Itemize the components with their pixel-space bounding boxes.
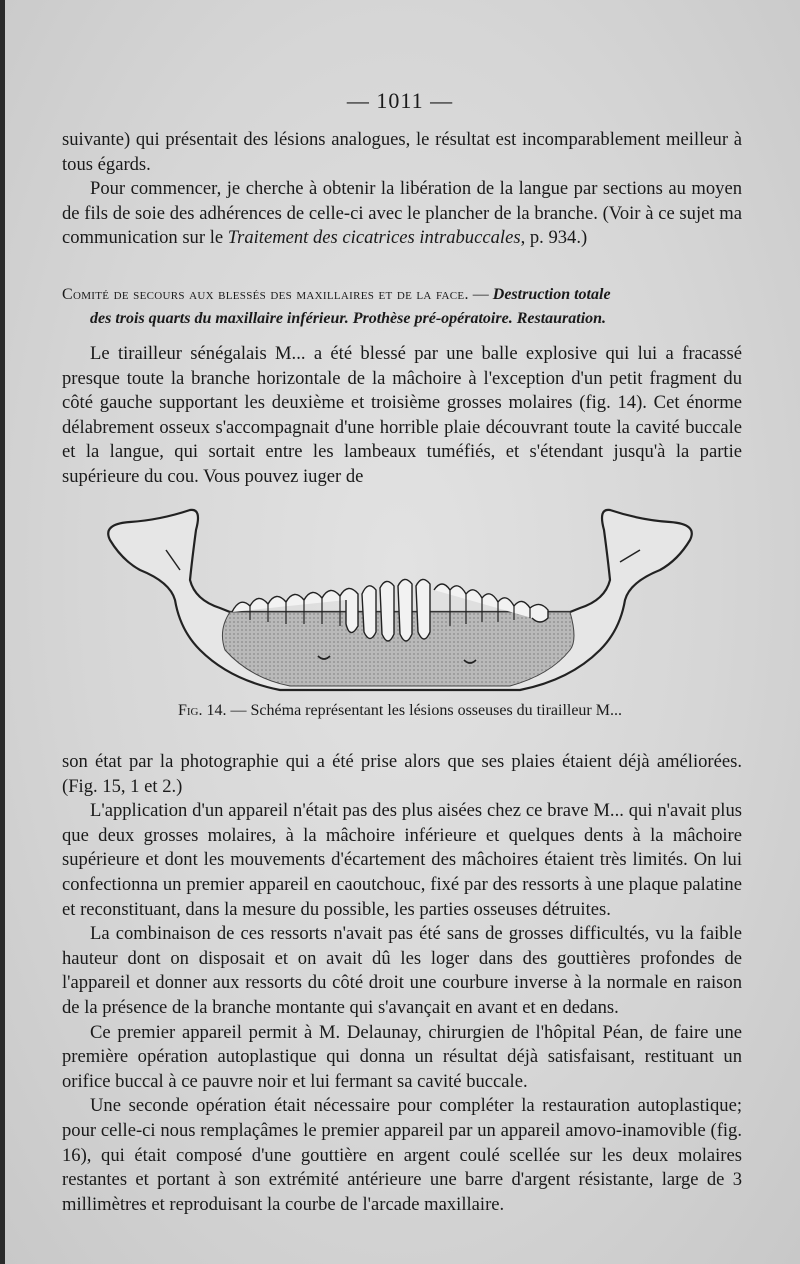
paragraph-case: Le tirailleur sénégalais M... a été blessé par une balle explosive qui lui a fracassé presque toute la branche horizontale de la mâchoire à l'exception d'un petit fragment du côté gauche supportant les deuxième et troisième grosses molaires (fig. 14). Cet énorme délabrement osseux s'accompagnait d'une horrible plaie découvrant toute la cavité buccale et la langue, qui sortait entre les lambeaux tuméfiés, et s'étendant jusqu'à la partie supérieure du cou. Vous pouvez iuger de: [62, 343, 742, 487]
top-text: [62, 128, 742, 251]
paragraph-tongue: [62, 177, 742, 251]
heading-dash: —: [468, 286, 493, 303]
paragraph-continuation: suivante) qui présentait des lésions analogues, le résultat est incomparablement meilleur à tous égards.: [62, 129, 742, 175]
case-title-part2: des trois quarts du maxillaire inférieur. Prothèse pré-opératoire. Restauration.: [90, 310, 607, 327]
paragraph-photo: son état par la photographie qui a été prise alors que ses plaies étaient déjà améliorées. (Fig. 15, 1 et 2.): [62, 751, 742, 797]
cited-title: Traitement des cicatrices intrabuccales: [227, 227, 521, 249]
figure-caption: [0, 702, 800, 720]
jaw-diagram: [100, 500, 700, 700]
paragraph-appliance: L'application d'un appareil n'était pas des plus aisées chez ce brave M... qui n'avait plus que deux grosses molaires, à la mâchoire inférieure et quelques dents à la mâchoire supérieure et dont les mouvements d'écartement des mâchoires étaient très limités. On lui confectionna un premier appareil en caoutchouc, fixé par des ressorts à une plaque palatine et reconstituant, dans la mesure du possible, les parties osseuses détruites.: [62, 800, 742, 920]
binding-edge: [0, 0, 5, 1264]
case-text: [62, 342, 742, 490]
page-number: — 1011 —: [346, 88, 454, 113]
paragraph-tongue-end: , p. 934.): [520, 227, 588, 249]
section-heading: [62, 283, 742, 331]
figure-label: Fig. 14.: [178, 702, 227, 719]
bottom-text: [62, 750, 742, 1217]
paragraph-springs: La combinaison de ces ressorts n'avait pas été sans de grosses difficultés, vu la faible hauteur dont on disposait et on avait dû les loger dans des gouttières profondes de l'appareil et donner aux ressorts du côté droit une courbure inverse à la normale en raison de la présence de la branche montante qui s'avançait en avant et en dedans.: [62, 923, 742, 1018]
paragraph-tongue-text: Pour commencer, je cherche à obtenir la libération de la langue par sections au moyen de fils de soie des adhérences de celle-ci avec le plancher de la branche. (Voir à ce sujet ma communication sur le: [62, 178, 742, 249]
paragraph-first-operation: Ce premier appareil permit à M. Delaunay, chirurgien de l'hôpital Péan, de faire une première opération autoplastique qui donna un résultat déjà satisfaisant, restituant un orifice buccal à ce pauvre noir et lui fermant sa cavité buccale.: [62, 1021, 742, 1092]
lesion-area: [222, 612, 574, 686]
section-heading-line1: [62, 283, 742, 307]
committee-name: Comité de secours aux blessés des maxillaires et de la face.: [62, 286, 469, 303]
case-title-part1: Destruction totale: [492, 286, 611, 303]
paragraph-second-operation: Une seconde opération était nécessaire pour compléter la restauration autoplastique; pour celle-ci nous remplaçâmes le premier appareil par un appareil amovo-inamovible (fig. 16), qui était composé d'une gouttière en argent coulé scellée sur les deux molaires restantes et portant à son extrémité antérieure une barre d'argent résistante, large de 3 millimètres et reproduisant la courbe de l'arcade maxillaire.: [62, 1095, 742, 1215]
figure-caption-text: — Schéma représentant les lésions osseuses du tirailleur M...: [226, 702, 622, 719]
